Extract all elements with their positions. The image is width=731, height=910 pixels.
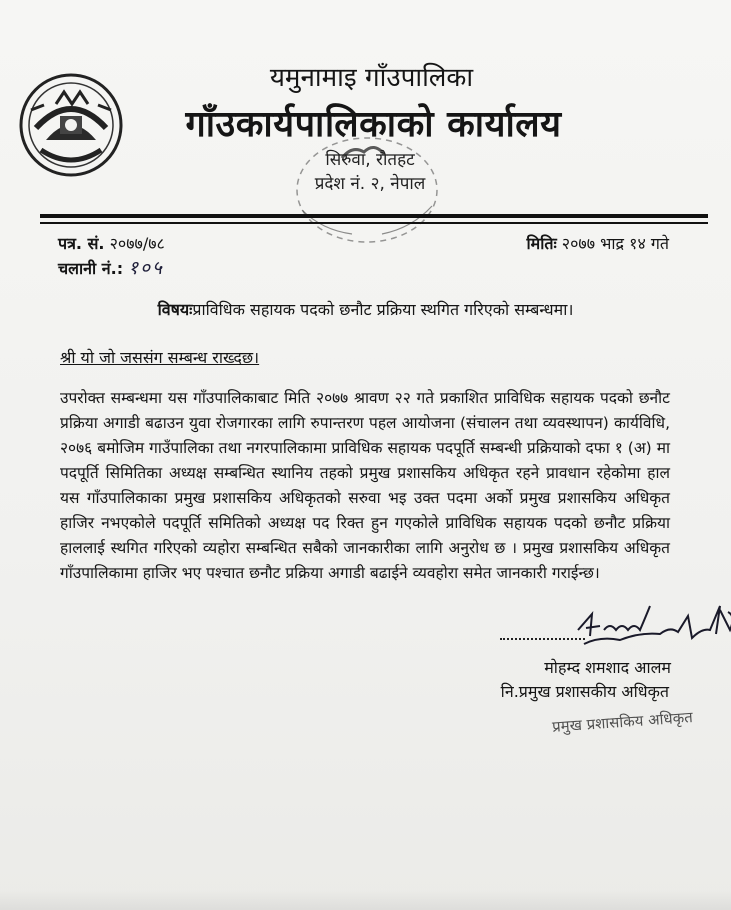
header-divider-thick bbox=[40, 214, 708, 218]
signatory-name: मोहम्द शमशाद आलम bbox=[544, 658, 671, 677]
office-address bbox=[300, 148, 440, 196]
reference-block bbox=[58, 232, 165, 281]
signatory-title: नि.प्रमुख प्रशासकीय अधिकृत bbox=[500, 682, 669, 701]
letter-date bbox=[526, 232, 669, 256]
handwritten-signature bbox=[570, 586, 731, 658]
patra-sankhya bbox=[58, 232, 165, 256]
chalani-label: चलानी नं.: bbox=[58, 259, 124, 278]
patra-value: २०७७/७८ bbox=[109, 234, 165, 253]
office-title: गाँउकार्यपालिकाको कार्यालय bbox=[185, 104, 562, 145]
subject-label: विषयः bbox=[157, 300, 193, 319]
date-value: २०७७ भाद्र १४ गते bbox=[561, 234, 669, 253]
address-line-2: प्रदेश नं. २, नेपाल bbox=[314, 174, 426, 194]
date-label: मितिः bbox=[526, 234, 557, 253]
subject-line bbox=[0, 298, 731, 320]
patra-label: पत्र. सं. bbox=[58, 234, 105, 253]
municipality-name: यमुनामाइ गाँउपालिका bbox=[269, 63, 474, 93]
address-line-1: सिरुवा, रौतहट bbox=[325, 150, 415, 170]
subject-text: प्राविधिक सहायक पदको छनौट प्रक्रिया स्थगित गरिएको सम्बन्धमा। bbox=[192, 300, 574, 319]
letter-body: उपरोक्त सम्बन्धमा यस गाँउपालिकाबाट मिति २०७७ श्रावण २२ गते प्रकाशित प्राविधिक सहायक पदको छनौट प्रक्रिया अगाडी बढाउन युवा रोजगारका लागि रुपान्तरण पहल आयोजना (संचालन तथा व्यवस्थापन) कार्यविधि, २०७६ बमोजिम गाउँपालिका तथा नगरपालिकामा प्राविधिक सहायक पदपूर्ति सम्बन्धी प्रक्रियाको दफा १ (अ) मा पदपूर्ति सिमितिका अध्यक्ष सम्बन्धित स्थानिय तहको प्रमुख प्रशासकिय अधिकृत रहने प्रावधान रहेकोमा हाल यस गाँउपालिकाका प्रमुख प्रशासकिय अधिकृतको सरुवा भइ उक्त पदमा अर्को प्रमुख प्रशासकिय अधिकृत हाजिर नभएकोले पदपूर्ति समितिको अध्यक्ष पद रिक्त हुन गएकोले प्राविधिक सहायक पदको छनौट प्रक्रिया हाललाई स्थगित गरिएको व्यहोरा सम्बन्धित सबैको जानकारीका लागि अनुरोध छ । प्रमुख प्रशासकिय अधिकृत गाँउपालिकामा हाजिर भए पश्चात छनौट प्रक्रिया अगाडी बढाईने व्यवहोरा समेत जानकारी गराईन्छ। bbox=[60, 389, 670, 582]
designation-stamp: प्रमुख प्रशासकिय अधिकृत bbox=[551, 708, 694, 736]
addressee: श्री यो जो जससंग सम्बन्ध राख्दछ। bbox=[60, 348, 260, 367]
chalani-number bbox=[58, 256, 165, 281]
signature-dotted-line bbox=[500, 638, 585, 640]
chalani-value: १०५ bbox=[128, 257, 164, 279]
header-divider-thin bbox=[40, 222, 708, 224]
paper-shadow bbox=[0, 890, 731, 910]
